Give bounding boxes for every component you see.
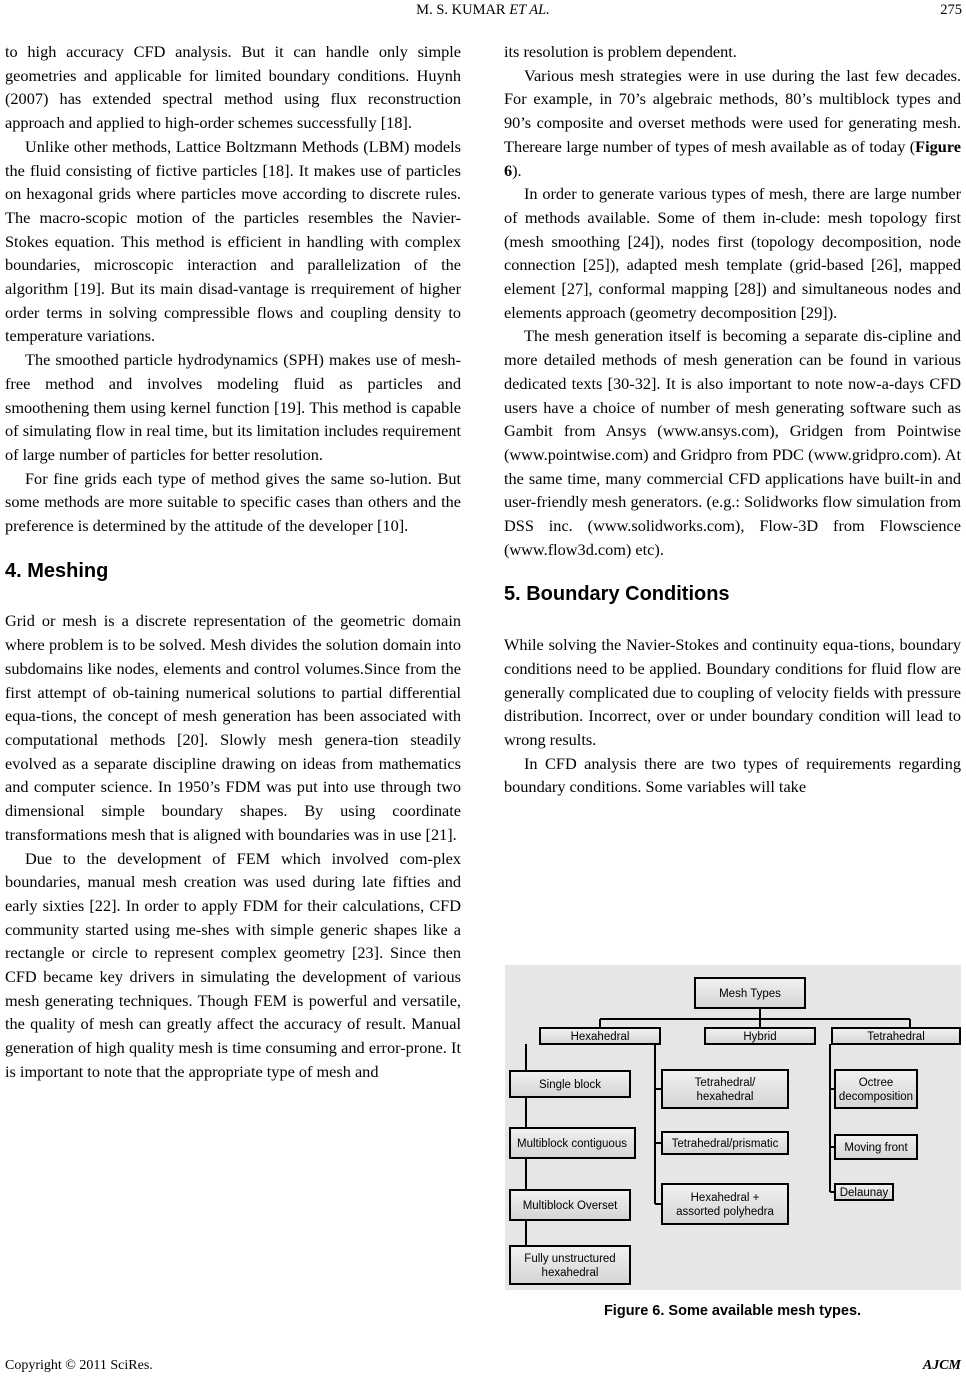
node-root: Mesh Types (719, 988, 781, 1000)
paragraph: Grid or mesh is a discrete representation of the geometric domain where problem is to be solved. Mesh divides the solution domain into subdomains like nodes, elements and control volumes.Since from the first attempt of ob-taining numerical solutions to partial differential equa-tions, the concept of mesh generation has been associated with computational methods [20]. Slowly mesh genera-tion steadily evolved as a separate discipline drawing on ideas from mathematics and computer science. In 1950’s FDM was put into use through two dimensional simple boundary shapes. By using coordinate transformations mesh that is aligned with boundaries was in use [21]. (5, 611, 461, 844)
paragraph: The smoothed particle hydrodynamics (SPH) makes use of mesh-free method and involves modeling fluid as particles and smoothening them using kernel function [19]. This method is capable of simulating flow in real time, but its limitation includes requirement of large number of particles for better resolution. (5, 350, 461, 464)
node-single-block: Single block (538, 1079, 602, 1091)
node-hex-polyhedra-line2: assorted polyhedra (676, 1206, 774, 1218)
node-tet-prismatic: Tetrahedral/prismatic (671, 1138, 779, 1150)
paragraph: In order to generate various types of mesh, there are large number of methods available. Some of them in-clude: mesh topology first (mesh smoothing [24]), nodes first (topology decomposition, node connection [25]), adapted mesh template (grid-based [26], mapped element [27], conformal mapping [28]) and simultaneous nodes and elements approach (geometry decomposition [29]). (504, 184, 961, 322)
paragraph: its resolution is problem dependent. (504, 42, 737, 61)
right-column (504, 40, 961, 799)
paragraph-text: Various mesh strategies were in use during the last few decades. For example, in 70’s algebraic methods, 80’s multiblock types and 90’s composite and overset methods were used for generating mesh. Thereare large number of types of mesh available as of today ( (504, 65, 961, 156)
node-octree: Octree (858, 1077, 894, 1089)
node-fully-unstructured-line2: hexahedral (541, 1267, 599, 1279)
paragraph: The mesh generation itself is becoming a separate dis-cipline and more detailed methods of mesh generation can be found in various dedicated texts [30-32]. It is also important to note now-a-days CFD users have a choice of number of mesh generating software such as Gambit from Ansys (www.ansys.com), Gridgen from Pointwise (www.pointwise.com) and Gridpro from PDC (www.gridpro.com). At the same time, many commercial CFD applications have built-in and user-friendly mesh generators. (e.g.: Solidworks flow simulation from DSS inc. (www.solidworks.com), Flow-3D from Flowscience (www.flow3d.com) etc). (504, 326, 961, 559)
running-head-authors: M. S. KUMAR (416, 2, 506, 18)
left-column (5, 40, 461, 1084)
node-octree-line2: decomposition (838, 1091, 914, 1103)
paragraph: In CFD analysis there are two types of requirements regarding boundary conditions. Some variables will take (504, 753, 961, 797)
section-heading-boundary-conditions: 5. Boundary Conditions (504, 583, 730, 606)
mesh-types-diagram (505, 965, 961, 1290)
paragraph: to high accuracy CFD analysis. But it can handle only simple geometries and applicable for limited boundary conditions. Huynh (2007) has extended spectral method using flux reconstruction approach and applied to high-order schemes successfully [18]. (5, 42, 461, 133)
node-multiblock-contiguous: Multiblock contiguous (517, 1138, 627, 1150)
paragraph (504, 64, 961, 183)
paragraph: Due to the development of FEM which involved com-plex boundaries, manual mesh creation was used during late fifties and early sixties [22]. In order to apply FDM for their calculations, CFD community started using me-shes with simple generic shapes like a rectangle or circle to represent complex geometry [23]. Since then CFD became key drivers in simulating the development of various mesh generating techniques. Though FEM is powerful and versatile, the quality of mesh can greatly affect the accuracy of result. Manual generation of high quality mesh is time consuming and error-prone. It is important to note that the appropriate type of mesh and (5, 848, 461, 1081)
paragraph: For fine grids each type of method gives the same so-lution. But some methods are more suitable to specific cases than others and the preference is determined by the attitude of the developer [10]. (5, 468, 461, 536)
section-heading-meshing: 4. Meshing (5, 559, 109, 582)
node-tet-hex: Tetrahedral/ (694, 1077, 756, 1089)
copyright-notice: Copyright © 2011 SciRes. (5, 1358, 153, 1373)
page-header (0, 0, 966, 24)
paragraph: While solving the Navier-Stokes and continuity equa-tions, boundary conditions need to be applied. Boundary conditions for fluid flow are generally complicated due to coupling of velocity fields with pressure distribution. Incorrect, over or under boundary condition will lead to wrong results. (504, 635, 961, 749)
running-head-etal: ET AL. (509, 2, 550, 18)
node-multiblock-overset: Multiblock Overset (522, 1200, 618, 1212)
paragraph-text: ). (512, 160, 522, 180)
figure-caption: Figure 6. Some available mesh types. (603, 1303, 862, 1319)
node-tet-hex-line2: hexahedral (696, 1091, 754, 1103)
node-hexahedral: Hexahedral (570, 1031, 630, 1043)
paragraph: Unlike other methods, Lattice Boltzmann Methods (LBM) models the fluid consisting of fictive particles [18]. It makes use of particles on hexagonal grids where particles move according to discrete rules. The macro-scopic motion of the particles resembles the Navier-Stokes equation. This method is efficient in handling with complex boundaries, microscopic interaction and parallelization of the algorithm [19]. But its main disad-vantage is rrequirement of higher order terms in solving compressible flows and coupling density to temperature variations. (5, 136, 461, 346)
page-number: 275 (940, 2, 962, 18)
node-hex-polyhedra: Hexahedral + (690, 1192, 760, 1204)
node-moving-front: Moving front (844, 1142, 908, 1154)
node-fully-unstructured: Fully unstructured (524, 1253, 616, 1265)
journal-abbreviation: AJCM (922, 1358, 961, 1373)
figure-mesh-types (505, 965, 961, 1290)
node-delaunay: Delaunay (839, 1187, 889, 1199)
node-tetrahedral: Tetrahedral (867, 1031, 925, 1043)
figure-reference-link[interactable]: Figure 6 (504, 136, 961, 180)
node-hybrid: Hybrid (743, 1031, 777, 1043)
running-head (0, 2, 966, 19)
